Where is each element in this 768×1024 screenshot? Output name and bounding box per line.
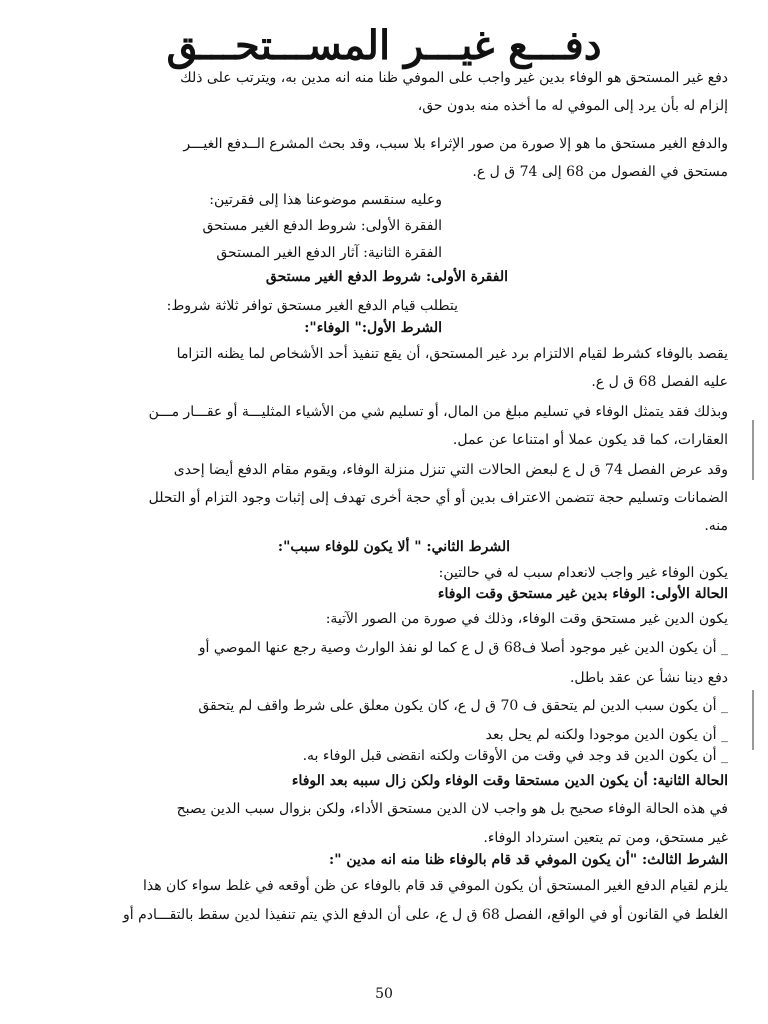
- section-heading: الحالة الثانية: أن يكون الدين مستحقا وقت الوفاء ولكن زال سببه بعد الوفاء: [291, 773, 728, 789]
- paragraph-line: وعليه سنقسم موضوعنا هذا إلى فقرتين:: [209, 192, 442, 208]
- paragraph-line: الفقرة الأولى: شروط الدفع الغير مستحق: [202, 218, 442, 234]
- paragraph-line: _ أن يكون الدين غير موجود أصلا ف68 ق ل ع كما لو نفذ الوارث وصية رجع عنها الموصي أو: [198, 640, 728, 656]
- paragraph-line: في هذه الحالة الوفاء صحيح بل هو واجب لان الدين مستحق الأداء، ولكن بزوال سبب الدين يصبح: [176, 801, 728, 817]
- paragraph-line: وبذلك فقد يتمثل الوفاء في تسليم مبلغ من المال، أو تسليم شي من الأشياء المثليـــة أو عقـــار مـــن: [148, 404, 728, 420]
- section-heading: الشرط الأول:" الوفاء":: [304, 320, 442, 336]
- paragraph-line: منه.: [704, 518, 728, 534]
- scan-edge-mark: [752, 690, 754, 750]
- paragraph-line: يتطلب قيام الدفع الغير مستحق توافر ثلاثة شروط:: [166, 298, 458, 314]
- paragraph-line: يكون الدين غير مستحق وقت الوفاء، وذلك في صورة من الصور الآتية:: [325, 611, 728, 627]
- paragraph-line: _ أن يكون الدين قد وجد في وقت من الأوقات ولكنه انقضى قبل الوفاء به.: [302, 748, 728, 764]
- paragraph-line: الغلط في القانون أو في الواقع، الفصل 68 ق ل ع، على أن الدفع الذي يتم تنفيذا لدين سقط بالتقـــادم أو: [123, 907, 728, 923]
- paragraph-line: والدفع الغير مستحق ما هو إلا صورة من صور الإثراء بلا سبب، وقد بحث المشرع الــدفع الغيـــر: [183, 136, 728, 152]
- scan-edge-mark: [752, 420, 754, 480]
- paragraph-line: مستحق في الفصول من 68 إلى 74 ق ل ع.: [472, 164, 728, 180]
- paragraph-line: يلزم لقيام الدفع الغير المستحق أن يكون الموفي قد قام بالوفاء عن ظن أوقعه في غلط سواء كان هذا: [142, 878, 728, 894]
- paragraph-line: _ أن يكون الدين موجودا ولكنه لم يحل بعد: [485, 727, 728, 743]
- section-heading: الشرط الثاني: " ألا يكون للوفاء سبب":: [277, 539, 510, 555]
- paragraph-line: العقارات، كما قد يكون عملا أو امتناعا عن عمل.: [452, 432, 728, 448]
- paragraph-line: عليه الفصل 68 ق ل ع.: [591, 374, 728, 390]
- section-heading: الحالة الأولى: الوفاء بدين غير مستحق وقت الوفاء: [437, 586, 728, 602]
- page-number: 50: [375, 986, 393, 1002]
- paragraph-line: يقصد بالوفاء كشرط لقيام الالتزام برد غير المستحق، أن يقع تنفيذ أحد الأشخاص لما يظنه التزاما: [176, 346, 728, 362]
- paragraph-line: دفع غير المستحق هو الوفاء بدين غير واجب على الموفي ظنا منه انه مدين به، ويترتب على ذلك: [180, 70, 728, 86]
- section-heading: الفقرة الأولى: شروط الدفع الغير مستحق: [265, 269, 508, 285]
- paragraph-line: غير مستحق، ومن تم يتعين استرداد الوفاء.: [483, 830, 728, 846]
- section-heading: الشرط الثالث: "أن يكون الموفي قد قام بالوفاء ظنا منه انه مدين ":: [329, 852, 728, 868]
- paragraph-line: يكون الوفاء غير واجب لانعدام سبب له في حالتين:: [438, 565, 728, 581]
- paragraph-line: إلزام له بأن يرد إلى الموفي له ما أخذه منه بدون حق،: [417, 98, 728, 114]
- paragraph-line: _ أن يكون سبب الدين لم يتحقق ف 70 ق ل ع، كان يكون معلق على شرط واقف لم يتحقق: [198, 698, 728, 714]
- paragraph-line: دفع دينا نشأ عن عقد باطل.: [569, 670, 728, 686]
- page-title: دفـــع غيـــر المســـتحـــق: [166, 22, 602, 69]
- paragraph-line: الفقرة الثانية: آثار الدفع الغير المستحق: [216, 245, 442, 261]
- paragraph-line: الضمانات وتسليم حجة تتضمن الاعتراف بدين أو أي حجة أخرى تهدف إلى إثبات وجود التزام أو التحلل: [148, 490, 728, 506]
- paragraph-line: وقد عرض الفصل 74 ق ل ع لبعض الحالات التي تنزل منزلة الوفاء، ويقوم مقام الدفع أيضا إحدى: [173, 462, 728, 478]
